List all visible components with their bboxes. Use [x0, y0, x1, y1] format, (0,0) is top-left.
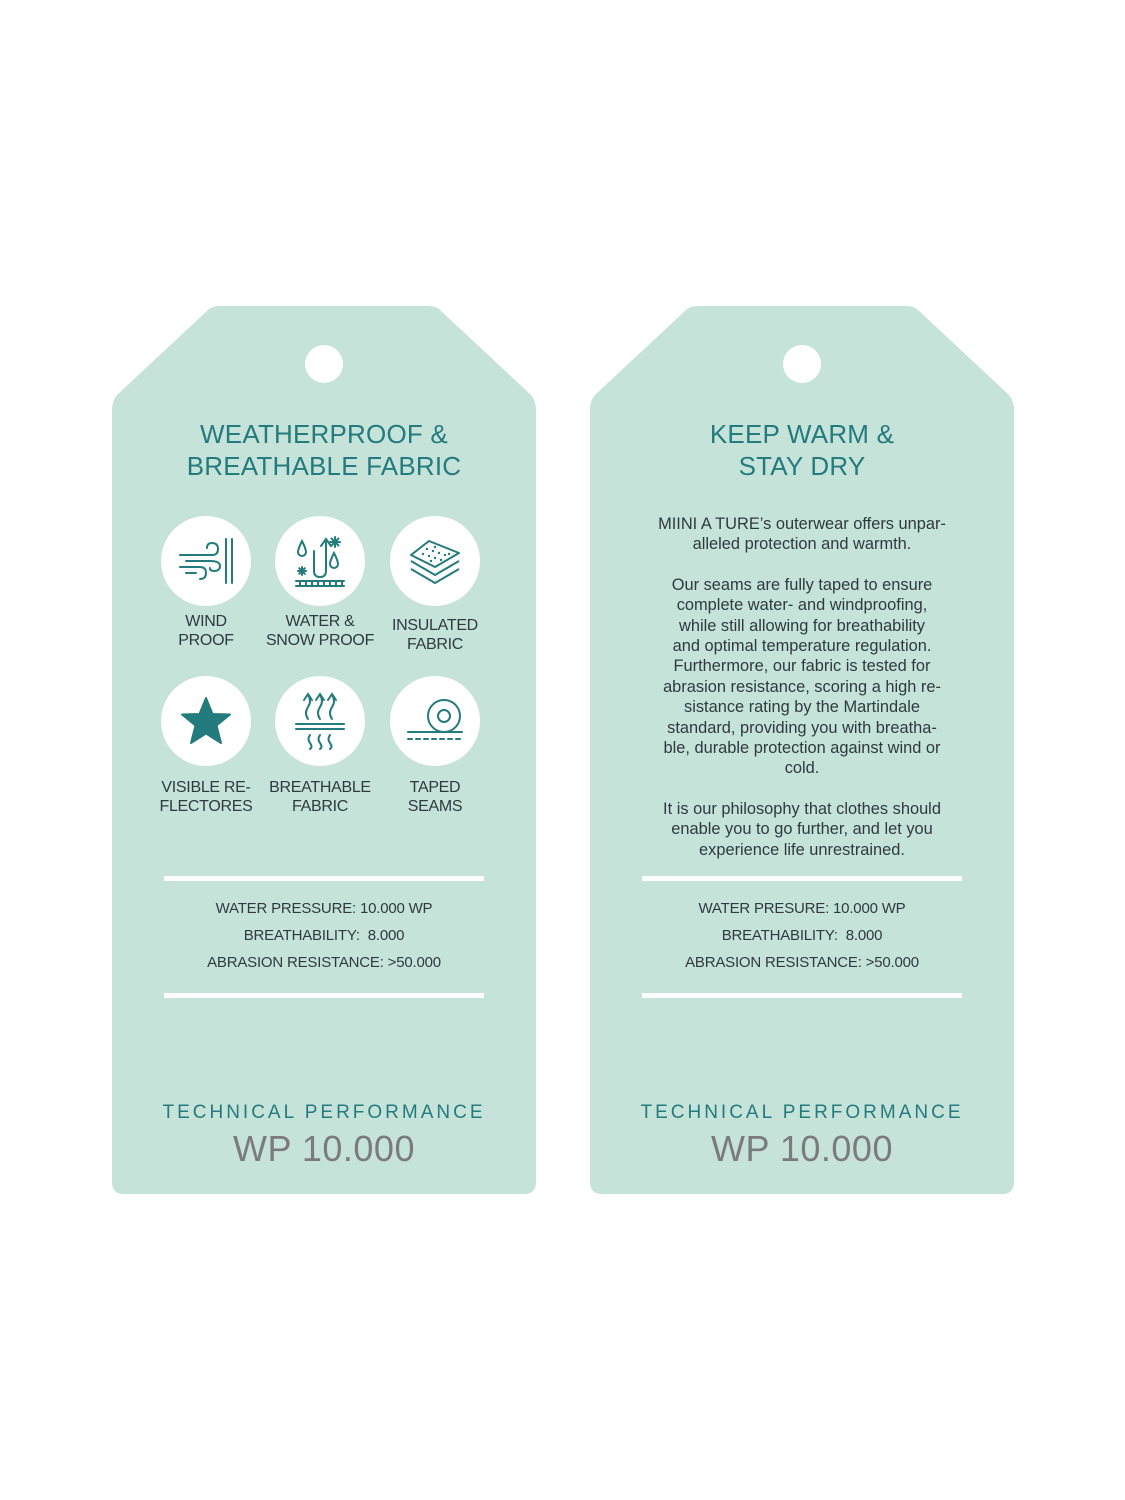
tag-title-line: BREATHABLE FABRIC: [186, 451, 462, 481]
spec-list: [590, 895, 1014, 976]
technical-performance-value: WP 10.000: [233, 1128, 415, 1169]
spec-abrasion-resistance: ABRASION RESISTANCE: >50.000: [207, 954, 441, 971]
feature-label-line: INSULATED: [392, 617, 478, 634]
tag-title-line: STAY DRY: [738, 451, 866, 481]
spec-list: [112, 895, 536, 976]
tape-roll-icon: [390, 676, 480, 766]
feature-label-line: BREATHABLE: [269, 779, 371, 796]
water-snow-icon: [275, 516, 365, 606]
feature-label-line: FABRIC: [407, 636, 463, 653]
description-line: experience life unrestrained.: [699, 840, 905, 859]
spec-breathability: BREATHABILITY: 8.000: [243, 927, 405, 944]
feature-label-line: TAPED: [409, 779, 461, 796]
wind-icon: [161, 516, 251, 606]
description-line: enable you to go further, and let you: [671, 820, 933, 839]
description-line: It is our philosophy that clothes should: [663, 799, 941, 818]
layers-icon: [390, 516, 480, 606]
spec-breathability: BREATHABILITY: 8.000: [721, 927, 883, 944]
feature-label-line: WIND: [185, 613, 227, 630]
technical-performance-value: WP 10.000: [711, 1128, 893, 1169]
divider: [642, 993, 962, 998]
divider: [642, 876, 962, 881]
breathable-icon: [275, 676, 365, 766]
feature-label-line: SNOW PROOF: [265, 632, 375, 649]
technical-performance-label: TECHNICAL PERFORMANCE: [162, 1102, 486, 1123]
description-paragraph: [626, 799, 978, 860]
feature-taped-seams: [375, 676, 495, 816]
divider: [164, 876, 484, 881]
spec-water-pressure: WATER PRESURE: 10.000 WP: [698, 900, 906, 917]
description-line: and optimal temperature regulation.: [672, 637, 932, 656]
description-line: complete water- and windproofing,: [676, 596, 928, 615]
description-line: Furthermore, our fabric is tested for: [673, 657, 931, 676]
feature-label: [146, 612, 266, 650]
feature-visible-reflectores: [146, 676, 266, 816]
tag-description: [626, 514, 978, 880]
feature-insulated-fabric: [375, 516, 495, 654]
feature-label-line: FABRIC: [292, 798, 348, 815]
description-line: sistance rating by the Martindale: [684, 698, 920, 717]
spec-abrasion-resistance: ABRASION RESISTANCE: >50.000: [685, 954, 919, 971]
tag-title-line: WEATHERPROOF &: [200, 419, 448, 449]
feature-label: [146, 778, 266, 816]
tag-hole: [305, 345, 343, 383]
feature-breathable-fabric: [260, 676, 380, 816]
description-line: standard, providing you with breatha-: [667, 718, 937, 737]
tag-hole: [783, 345, 821, 383]
feature-water-snow-proof: [260, 516, 380, 650]
divider: [164, 993, 484, 998]
technical-performance-label: TECHNICAL PERFORMANCE: [640, 1102, 964, 1123]
feature-label-line: VISIBLE RE-: [161, 779, 251, 796]
description-line: abrasion resistance, scoring a high re-: [663, 677, 941, 696]
feature-label: [375, 616, 495, 654]
hang-tag-left: [112, 306, 536, 1194]
hang-tag-right: [590, 306, 1014, 1194]
description-paragraph: [626, 514, 978, 555]
description-line: alleled protection and warmth.: [692, 535, 912, 554]
feature-label-line: WATER &: [285, 613, 355, 630]
description-line: Our seams are fully taped to ensure: [671, 575, 933, 594]
feature-label-line: SEAMS: [407, 798, 463, 815]
tag-title: [590, 418, 1014, 482]
feature-label: [260, 612, 380, 650]
description-paragraph: [626, 575, 978, 779]
feature-label-line: PROOF: [178, 632, 234, 649]
spec-water-pressure: WATER PRESSURE: 10.000 WP: [215, 900, 433, 917]
description-line: ble, durable protection against wind or: [663, 739, 941, 758]
feature-wind-proof: [146, 516, 266, 650]
description-line: cold.: [784, 759, 820, 778]
star-icon: [161, 676, 251, 766]
description-line: MIINI A TURE’s outerwear offers unpar-: [658, 515, 946, 533]
feature-label: [375, 778, 495, 816]
feature-label: [260, 778, 380, 816]
tag-title-line: KEEP WARM &: [709, 419, 895, 449]
tag-title: [112, 418, 536, 482]
description-line: while still allowing for breathability: [679, 616, 925, 635]
feature-label-line: FLECTORES: [159, 798, 253, 815]
